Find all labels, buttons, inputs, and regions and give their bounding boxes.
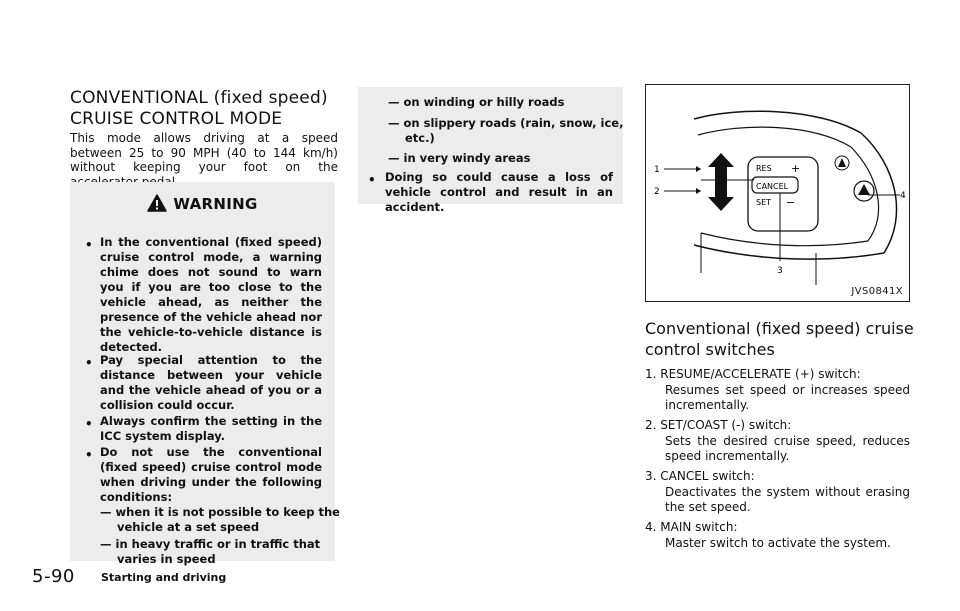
cancel-label: CANCEL [756, 182, 789, 191]
item-3-title: 3. CANCEL switch: [645, 469, 755, 483]
warning-bullet-3: Always confirm the setting in the ICC system display. [100, 414, 322, 443]
warning-header [70, 194, 335, 213]
item-2-title: 2. SET/COAST (-) switch: [645, 418, 792, 432]
switch-illustration [645, 84, 910, 302]
warning-bullet-2: Pay special attention to the distance between your vehicle and the vehicle ahead of you or a collision could occur. [100, 353, 322, 412]
condition-dash-3: — on winding or hilly roads [388, 95, 565, 109]
callout-4: 4 [900, 191, 906, 201]
warning-bullet-1: In the conventional (fixed speed) cruise control mode, a warning chime does not sound to warn you if you are too close to the vehicle ahead, as neither the presence of the vehicle ahead nor the vehicle-to-vehicle distance is detected. [100, 235, 322, 354]
middle-bullet: Doing so could cause a loss of vehicle control and result in an accident. [385, 170, 613, 214]
callout-3: 3 [777, 266, 783, 276]
condition-dash-4: — on slippery roads (rain, snow, ice, etc.) [388, 116, 624, 145]
warning-title: WARNING [173, 195, 258, 213]
warning-box [70, 182, 340, 566]
steering-switch-drawing [646, 85, 909, 301]
item-2-desc: Sets the desired cruise speed, reduces speed incrementally. [665, 434, 910, 463]
bullet-dot-icon: • [368, 173, 376, 187]
condition-dash-2: — in heavy traffic or in traffic that varies in speed [100, 537, 321, 566]
item-3-desc: Deactivates the system without erasing the set speed. [665, 485, 910, 514]
heading-line-2: CRUISE CONTROL MODE [70, 109, 283, 129]
condition-dash-1: — when it is not possible to keep the vehicle at a set speed [100, 505, 340, 534]
warning-box-continued [358, 87, 624, 214]
item-1-title: 1. RESUME/ACCELERATE (+) switch: [645, 367, 861, 381]
item-4-desc: Master switch to activate the system. [665, 536, 891, 550]
bullet-dot-icon: • [85, 356, 93, 370]
res-label: RES [756, 164, 772, 173]
intro-paragraph: This mode allows driving at a speed between 25 to 90 MPH (40 to 144 km/h) without keeping your foot on the [70, 131, 338, 174]
bullet-dot-icon: • [85, 417, 93, 431]
bullet-dot-icon: • [85, 238, 93, 252]
heading-line-1: CONVENTIONAL (fixed speed) [70, 88, 328, 108]
section-heading [70, 88, 340, 130]
set-label: SET [756, 198, 772, 207]
up-down-arrow-icon [708, 153, 734, 211]
minus-label: − [786, 196, 796, 209]
switches-heading: Conventional (fixed speed) cruise control switches [645, 319, 914, 359]
item-4-title: 4. MAIN switch: [645, 520, 738, 534]
figure-code: JVS0841X [851, 286, 903, 297]
warning-triangle-icon [147, 194, 167, 212]
bullet-dot-icon: • [85, 448, 93, 462]
condition-dash-5: — in very windy areas [388, 151, 531, 165]
callout-1: 1 [654, 165, 660, 175]
warning-bullet-4: Do not use the conventional (fixed speed) cruise control mode when driving under the following conditions: [100, 445, 322, 504]
section-name: Starting and driving [101, 571, 227, 584]
plus-label: + [791, 162, 801, 175]
page-number: 5-90 [32, 566, 75, 587]
item-1-desc: Resumes set speed or increases speed incrementally. [665, 383, 910, 412]
callout-2: 2 [654, 187, 660, 197]
